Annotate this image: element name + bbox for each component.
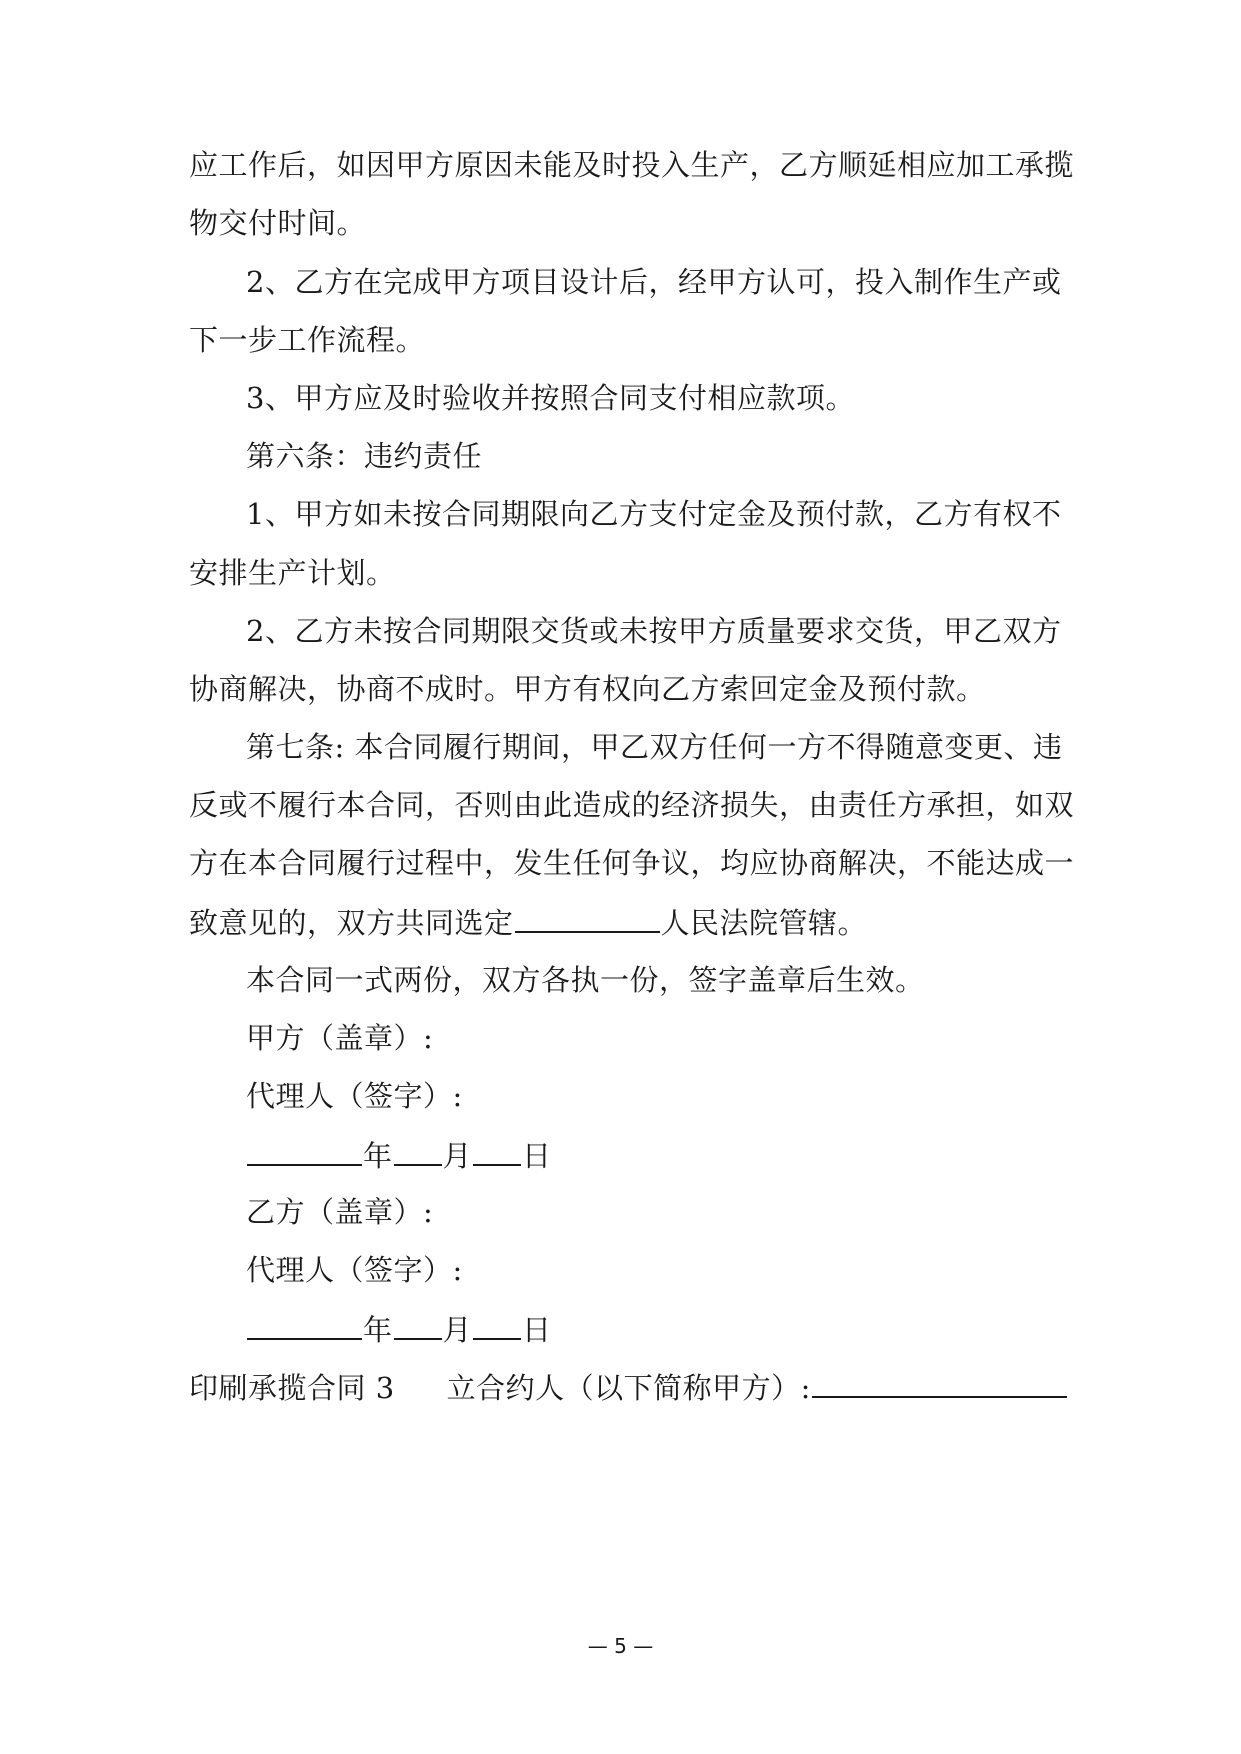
clause-2-line: 2、乙方在完成甲方项目设计后，经甲方认可，投入制作生产或 [246, 265, 1062, 299]
party-a-date-line [246, 1134, 1059, 1174]
article-7-line: 第七条: 本合同履行期间，甲乙双方任何一方不得随意变更、违 [246, 730, 1063, 764]
month-label: 月 [442, 1313, 473, 1347]
party-a-seal-label: 甲方（盖章）: [246, 1021, 434, 1055]
next-contract-party-label: 立合约人（以下简称甲方）: [446, 1371, 811, 1405]
month-label: 月 [442, 1139, 473, 1173]
clause-3-line: 3、甲方应及时验收并按照合同支付相应款项。 [246, 381, 855, 415]
court-prefix: 致意见的，双方共同选定 [189, 906, 514, 940]
article-6-heading: 第六条：违约责任 [246, 439, 483, 473]
year-blank [247, 1308, 362, 1340]
party-b-seal-label: 乙方（盖章）: [246, 1195, 434, 1229]
breach-clause-2-line: 协商解决，协商不成时。甲方有权向乙方索回定金及预付款。 [189, 672, 986, 706]
day-label: 日 [522, 1313, 552, 1347]
next-contract-line [189, 1366, 1059, 1406]
breach-clause-1-line: 安排生产计划。 [189, 556, 396, 590]
year-label: 年 [363, 1139, 393, 1173]
day-blank [473, 1134, 521, 1166]
page-number: — 5 — [587, 1634, 654, 1658]
party-b-agent-label: 代理人（签字）: [246, 1253, 463, 1287]
party-name-blank [812, 1366, 1067, 1398]
paragraph-line: 物交付时间。 [189, 206, 367, 240]
clause-2-line: 下一步工作流程。 [189, 323, 426, 357]
article-7-line-court [189, 901, 1059, 941]
party-b-date-line [246, 1308, 1059, 1348]
day-label: 日 [522, 1139, 552, 1173]
court-suffix: 人民法院管辖。 [660, 906, 868, 940]
party-a-agent-label: 代理人（签字）: [246, 1079, 463, 1113]
year-label: 年 [363, 1313, 393, 1347]
month-blank [394, 1134, 442, 1166]
copies-clause: 本合同一式两份，双方各执一份，签字盖章后生效。 [246, 963, 925, 997]
month-blank [394, 1308, 442, 1340]
year-blank [247, 1134, 362, 1166]
article-7-line: 反或不履行本合同，否则由此造成的经济损失，由责任方承担，如双 [189, 788, 1075, 822]
breach-clause-1-line: 1、甲方如未按合同期限向乙方支付定金及预付款，乙方有权不 [246, 497, 1062, 531]
paragraph-line: 应工作后，如因甲方原因未能及时投入生产，乙方顺延相应加工承揽 [189, 148, 1075, 182]
breach-clause-2-line: 2、乙方未按合同期限交货或未按甲方质量要求交货，甲乙双方 [246, 614, 1062, 648]
court-blank [515, 901, 660, 933]
next-contract-title: 印刷承揽合同 3 [189, 1371, 395, 1405]
article-7-line: 方在本合同履行过程中，发生任何争议，均应协商解决，不能达成一 [189, 846, 1075, 880]
day-blank [473, 1308, 521, 1340]
